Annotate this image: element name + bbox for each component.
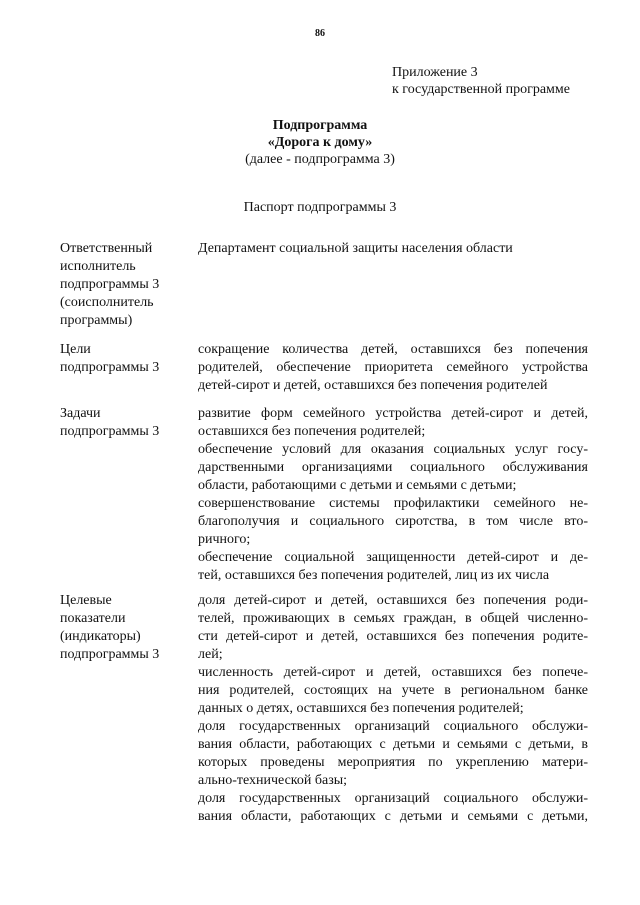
content-line: численность детей-сирот и детей, оставшихся без попече- <box>198 665 588 680</box>
content-line: сти детей-сирот и детей, оставшихся без попечения родите- <box>198 629 588 644</box>
content-line: развитие форм семейного устройства детей-сирот и детей, <box>198 406 588 421</box>
row-label <box>60 240 190 330</box>
passport-row-indicators <box>60 592 590 852</box>
label-line: подпрограммы 3 <box>60 277 160 292</box>
label-line: подпрограммы 3 <box>60 424 160 439</box>
content-line: вания области, работающих с детьми и семьями с детьми, <box>198 809 588 824</box>
label-line: подпрограммы 3 <box>60 647 160 662</box>
row-content <box>198 341 588 395</box>
content-line: дарственными организациями социального обслуживания <box>198 460 588 475</box>
content-line: ричного; <box>198 532 251 547</box>
content-line: обеспечение социальной защищенности детей-сирот и де- <box>198 550 588 565</box>
content-line: тей, оставшихся без попечения родителей, лиц из их числа <box>198 568 550 583</box>
label-line: программы) <box>60 313 133 328</box>
content-line: области, работающими с детьми и семьями с детьми; <box>198 478 517 493</box>
passport-row-tasks <box>60 405 590 583</box>
content-line: ния родителей, состоящих на учете в региональном банке <box>198 683 588 698</box>
content-line: вания области, работающих с детьми и семьями с детьми, в <box>198 737 588 752</box>
label-line: Задачи <box>60 406 101 421</box>
content-line: Департамент социальной защиты населения области <box>198 241 513 256</box>
content-line: которых проведены мероприятия по укреплению матери- <box>198 755 588 770</box>
content-line: телей, проживающих в семьях граждан, в общей численно- <box>198 611 588 626</box>
content-line: доля государственных организаций социального обслужи- <box>198 719 588 734</box>
content-line: ально-технической базы; <box>198 773 348 788</box>
label-line: (индикаторы) <box>60 629 141 644</box>
label-line: Цели <box>60 342 91 357</box>
row-content <box>198 405 588 585</box>
content-line: детей-сирот и детей, оставшихся без попечения родителей <box>198 378 548 393</box>
row-label <box>60 592 190 664</box>
subprogram-name: «Дорога к дому» <box>267 135 373 150</box>
passport-row-responsible <box>60 240 590 330</box>
appendix-note <box>392 64 570 98</box>
content-line: лей; <box>198 647 223 662</box>
page-number: 86 <box>315 28 325 39</box>
content-line: благополучия и социального сиротства, в том числе вто- <box>198 514 588 529</box>
appendix-line-2: к государственной программе <box>392 82 570 97</box>
label-line: Целевые <box>60 593 112 608</box>
subprogram-heading: Подпрограмма <box>272 118 368 133</box>
label-line: (соисполнитель <box>60 295 154 310</box>
row-content <box>198 592 588 826</box>
content-line: совершенствование системы профилактики семейного не- <box>198 496 588 511</box>
content-line: родителей, обеспечение приоритета семейного устройства <box>198 360 588 375</box>
passport-title: Паспорт подпрограммы 3 <box>243 200 397 215</box>
row-content <box>198 240 588 258</box>
row-label <box>60 341 190 377</box>
content-line: оставшихся без попечения родителей; <box>198 424 426 439</box>
passport-row-goals <box>60 341 590 397</box>
label-line: Ответственный <box>60 241 153 256</box>
label-line: подпрограммы 3 <box>60 360 160 375</box>
label-line: показатели <box>60 611 126 626</box>
content-line: обеспечение условий для оказания социальных услуг госу- <box>198 442 588 457</box>
content-line: сокращение количества детей, оставшихся без попечения <box>198 342 588 357</box>
content-line: доля государственных организаций социального обслужи- <box>198 791 588 806</box>
appendix-line-1: Приложение 3 <box>392 65 478 80</box>
label-line: исполнитель <box>60 259 136 274</box>
content-line: доля детей-сирот и детей, оставшихся без попечения роди- <box>198 593 588 608</box>
content-line: данных о детях, оставшихся без попечения родителей; <box>198 701 524 716</box>
row-label <box>60 405 190 441</box>
subprogram-note: (далее - подпрограмма 3) <box>245 152 395 167</box>
